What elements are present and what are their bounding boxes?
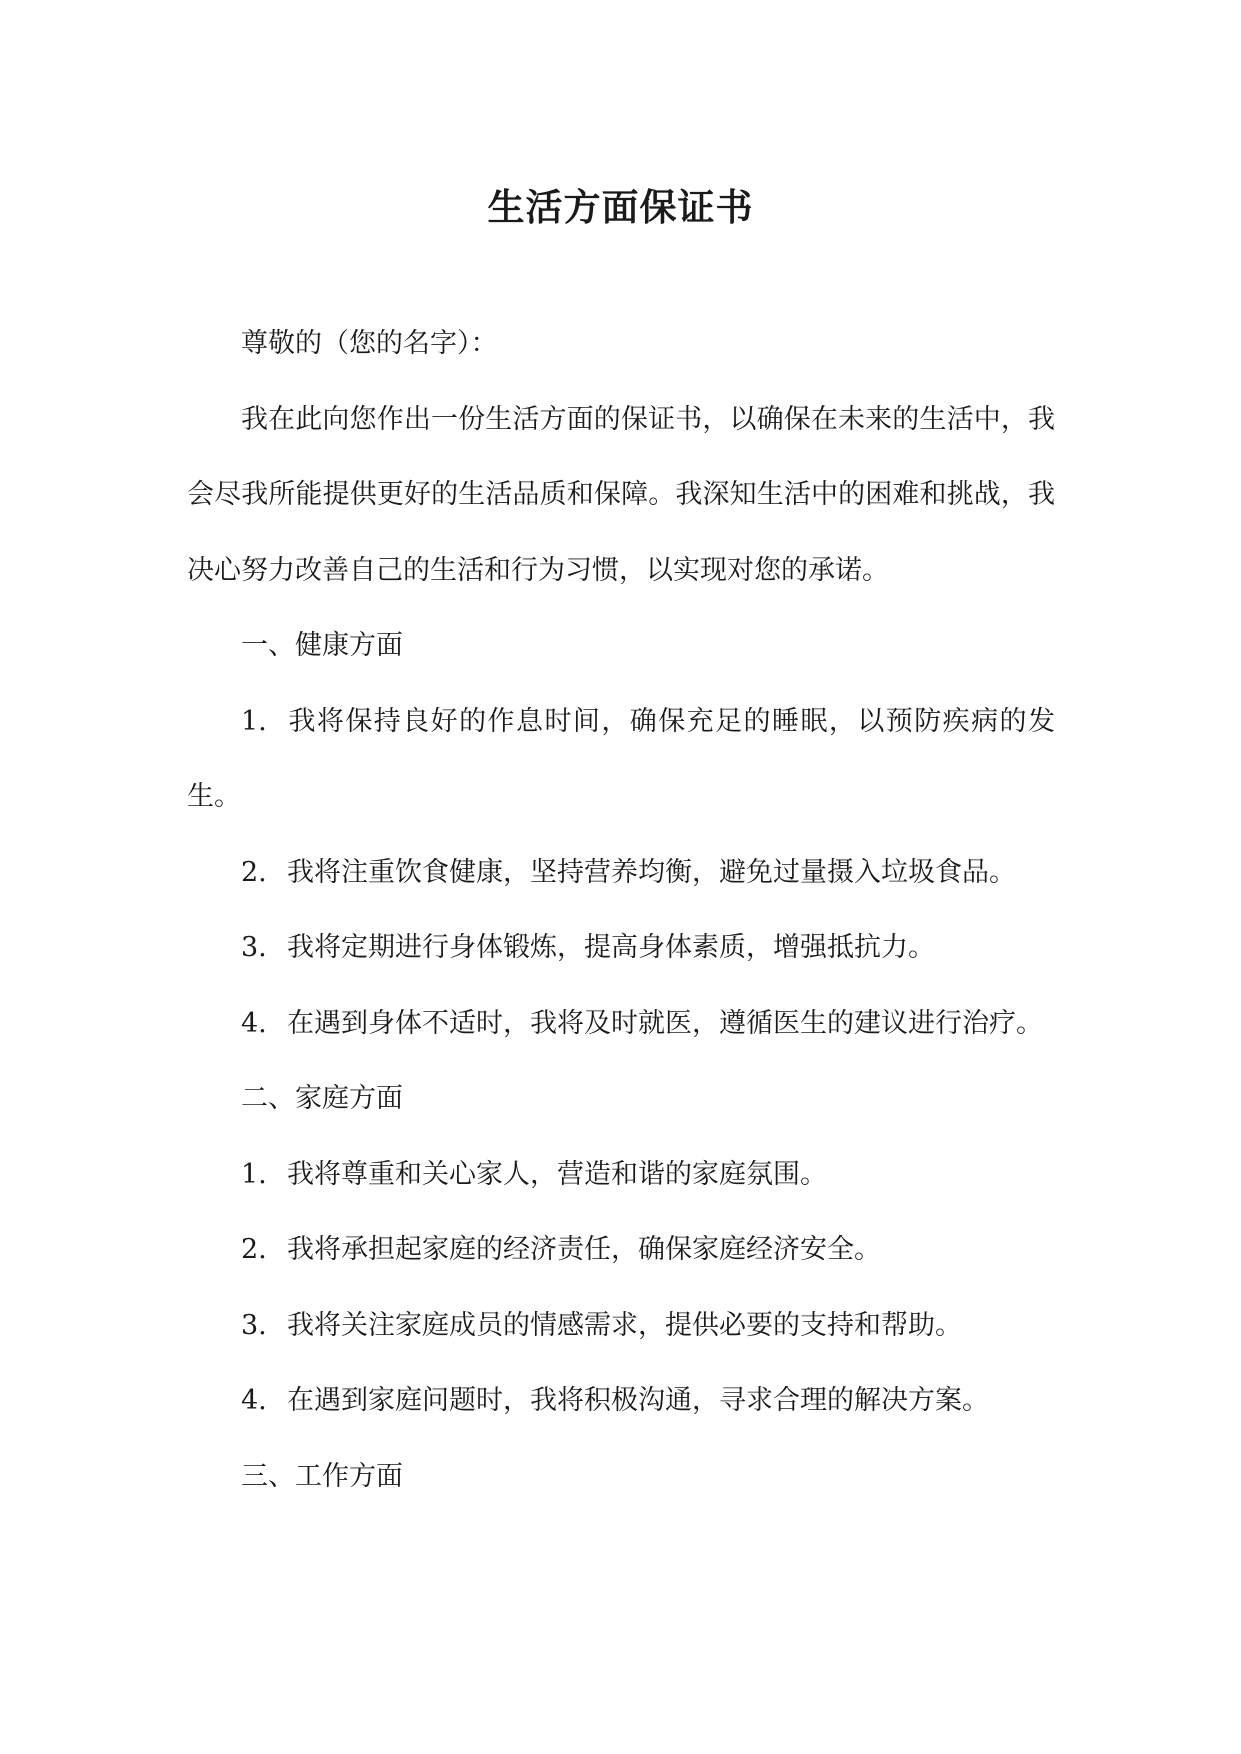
document-title: 生活方面保证书: [487, 185, 754, 229]
list-item: [187, 684, 1055, 835]
list-item-number: 4.: [241, 1385, 267, 1416]
list-item-number: 3.: [241, 932, 267, 963]
list-item-text: 我将定期进行身体锻炼，提高身体素质，增强抵抗力。: [287, 932, 935, 963]
section-heading-health: 一、健康方面: [241, 630, 403, 661]
list-item: [187, 986, 1055, 1062]
list-item: [187, 1288, 1055, 1364]
list-item: [187, 1363, 1055, 1439]
list-item-text: 我将注重饮食健康，坚持营养均衡，避免过量摄入垃圾食品。: [287, 856, 1016, 888]
list-item-text: 我将尊重和关心家人，营造和谐的家庭氛围。: [287, 1158, 827, 1190]
list-item: [187, 1212, 1055, 1288]
section-heading-family: 二、家庭方面: [241, 1083, 403, 1114]
list-item: [187, 1137, 1055, 1213]
document-body: [187, 306, 1055, 1514]
list-item-number: 2.: [241, 1234, 267, 1265]
list-item-number: 3.: [241, 1309, 267, 1341]
list-item-text: 我将承担起家庭的经济责任，确保家庭经济安全。: [287, 1234, 881, 1265]
list-item-text: 我将关注家庭成员的情感需求，提供必要的支持和帮助。: [287, 1309, 962, 1341]
list-item-number: 1.: [241, 705, 267, 737]
list-item: [187, 910, 1055, 986]
list-item-text: 我将保持良好的作息时间，确保充足的睡眠，以预防疾病的发生。: [187, 705, 1055, 812]
list-item-text: 在遇到家庭问题时，我将积极沟通，寻求合理的解决方案。: [287, 1385, 989, 1416]
list-item-number: 4.: [241, 1007, 267, 1039]
list-item-number: 1.: [241, 1158, 267, 1190]
section-heading-work: 三、工作方面: [241, 1460, 403, 1492]
list-item: [187, 835, 1055, 911]
list-item-number: 2.: [241, 856, 267, 888]
intro-paragraph: 我在此向您作出一份生活方面的保证书，以确保在未来的生活中，我会尽我所能提供更好的生活品质和保障。我深知生活中的困难和挑战，我决心努力改善自己的生活和行为习惯，以实现对您的承诺。: [187, 403, 1055, 586]
list-item-text: 在遇到身体不适时，我将及时就医，遵循医生的建议进行治疗。: [287, 1007, 1043, 1039]
salutation: 尊敬的（您的名字）：: [241, 328, 498, 359]
